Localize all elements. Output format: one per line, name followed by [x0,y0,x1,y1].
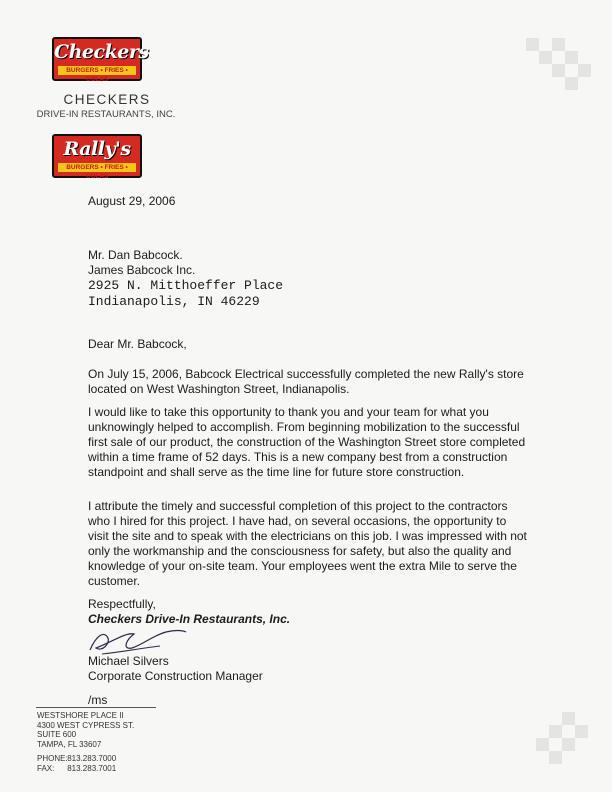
typist-initials: /ms [88,693,108,707]
signer-title: Corporate Construction Manager [88,669,263,683]
body-paragraph-1: On July 15, 2006, Babcock Electrical successfully completed the new Rally's store located on West Washington Street, Indianapolis. [88,367,524,396]
closing: Respectfully, [88,597,156,611]
recipient-name: Mr. Dan Babcock. [88,248,183,262]
footer-phone: 813.283.7000 [67,754,117,763]
rallys-tagline: BURGERS • FRIES • COLAS [58,163,136,172]
checkers-wordmark: Checkers [54,41,149,63]
recipient-company: James Babcock Inc. [88,263,196,277]
footer-line-4: TAMPA, FL 33607 [37,739,102,749]
rallys-wordmark: Rally's [63,138,131,160]
rallys-logo [52,134,142,178]
footer-phone-row [37,754,134,764]
footer-address [37,711,134,773]
footer-divider [36,707,156,708]
footer-fax-label: FAX: [37,763,55,773]
footer-fax: 813.283.7001 [67,763,117,773]
letter-date: August 29, 2006 [88,194,176,208]
footer-phone-label: PHONE: [37,754,68,763]
signer-name: Michael Silvers [88,654,169,668]
checkers-tagline: BURGERS • FRIES • COLAS [58,66,136,75]
recipient-city: Indianapolis, IN 46229 [88,294,260,309]
body-paragraph-3: I attribute the timely and successful completion of this project to the contractors who I hired for this project. I have had, on several occasions, the opportunity to visit the site and to speak with the electricians on this job. I was impressed with not only the workmanship and the consciousness for safety, but also the quality and knowledge of your on-site team. Your employees went the extra Mile to serve the customer. [88,499,527,588]
footer-line-1: WESTSHORE PLACE II [37,711,124,720]
footer-fax-row [37,764,134,774]
closing-company: Checkers Drive-In Restaurants, Inc. [88,612,291,626]
checkers-logo [52,37,149,83]
company-subtitle: DRIVE-IN RESTAURANTS, INC. [36,109,176,120]
footer-line-2: 4300 WEST CYPRESS ST. [37,720,135,730]
salutation: Dear Mr. Babcock, [88,337,187,351]
recipient-street: 2925 N. Mitthoeffer Place [88,278,284,293]
body-paragraph-2: I would like to take this opportunity to thank you and your team for what you unknowingly helped to accomplish. From beginning mobilization to the successful first sale of our product, the construction of the Washington Street store completed within a time frame of 52 days. This is a new company best from a construction standpoint and shall serve as the time line for future store construction. [88,405,526,479]
company-name: CHECKERS [63,92,151,107]
footer-line-3: SUITE 600 [37,730,77,739]
